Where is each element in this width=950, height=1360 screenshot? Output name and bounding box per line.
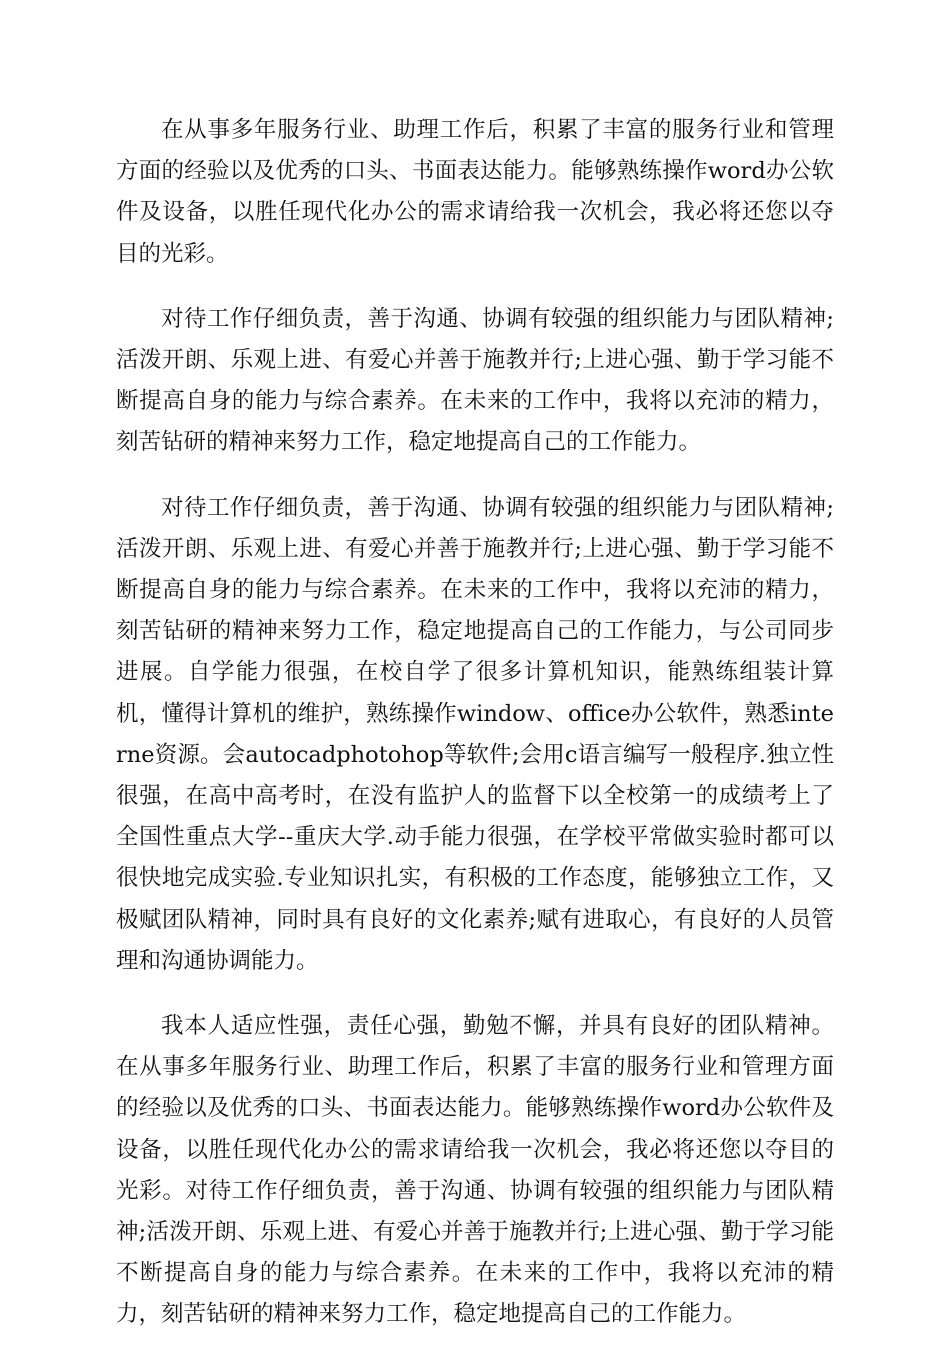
paragraph-4: 我本人适应性强，责任心强，勤勉不懈，并具有良好的团队精神。在从事多年服务行业、助理工作后，积累了丰富的服务行业和管理方面的经验以及优秀的口头、书面表达能力。能够熟练操作word办公软件及设备，以胜任现代化办公的需求请给我一次机会，我必将还您以夺目的光彩。对待工作仔细负责，善于沟通、协调有较强的组织能力与团队精神;活泼开朗、乐观上进、有爱心并善于施教并行;上进心强、勤于学习能不断提高自身的能力与综合素养。在未来的工作中，我将以充沛的精力，刻苦钻研的精神来努力工作，稳定地提高自己的工作能力。: [116, 1013, 834, 1328]
paragraph-1: 在从事多年服务行业、助理工作后，积累了丰富的服务行业和管理方面的经验以及优秀的口头、书面表达能力。能够熟练操作word办公软件及设备，以胜任现代化办公的需求请给我一次机会，我必将还您以夺目的光彩。: [116, 117, 834, 267]
document-body: [116, 110, 834, 1360]
paragraph-3: 对待工作仔细负责，善于沟通、协调有较强的组织能力与团队精神;活泼开朗、乐观上进、有爱心并善于施教并行;上进心强、勤于学习能不断提高自身的能力与综合素养。在未来的工作中，我将以充沛的精力，刻苦钻研的精神来努力工作，稳定地提高自己的工作能力，与公司同步进展。自学能力很强，在校自学了很多计算机知识，能熟练组装计算机，懂得计算机的维护，熟练操作window、office办公软件，熟悉interne资源。会autocadphotohop等软件;会用c语言编写一般程序.独立性很强，在高中高考时，在没有监护人的监督下以全校第一的成绩考上了全国性重点大学--重庆大学.动手能力很强，在学校平常做实验时都可以很快地完成实验.专业知识扎实，有积极的工作态度，能够独立工作，又极赋团队精神，同时具有良好的文化素养;赋有进取心，有良好的人员管理和沟通协调能力。: [116, 494, 834, 974]
paragraph-2: 对待工作仔细负责，善于沟通、协调有较强的组织能力与团队精神;活泼开朗、乐观上进、有爱心并善于施教并行;上进心强、勤于学习能不断提高自身的能力与综合素养。在未来的工作中，我将以充沛的精力，刻苦钻研的精神来努力工作，稳定地提高自己的工作能力。: [116, 305, 834, 456]
